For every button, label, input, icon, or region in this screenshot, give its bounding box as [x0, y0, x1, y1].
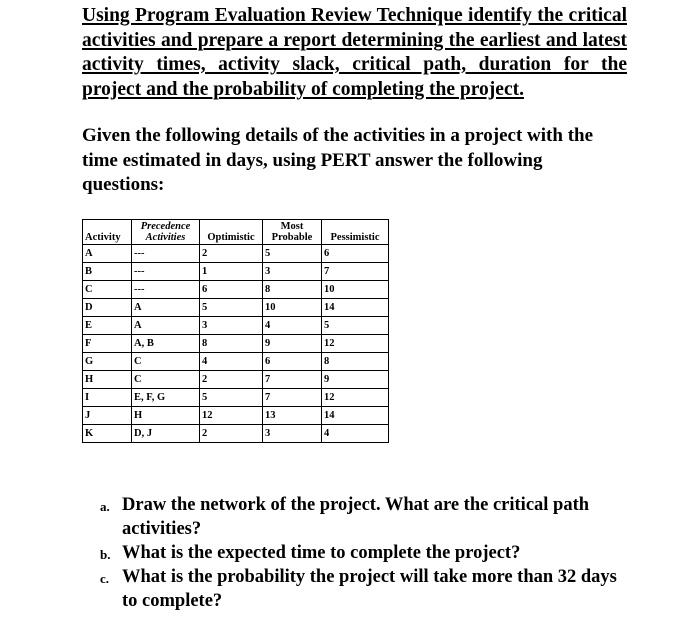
- table-row: [83, 425, 389, 443]
- cell-pessimistic: 12: [322, 335, 389, 353]
- cell-pessimistic: 14: [322, 299, 389, 317]
- cell-most-probable: 4: [263, 317, 322, 335]
- cell-optimistic: 2: [200, 425, 263, 443]
- cell-pessimistic: 7: [322, 263, 389, 281]
- question-item: [100, 565, 620, 613]
- table-row: [83, 389, 389, 407]
- cell-precedence: A: [132, 317, 200, 335]
- cell-most-probable: 6: [263, 353, 322, 371]
- question-marker: b.: [100, 547, 111, 562]
- col-header-precedence: Precedence Activities: [132, 220, 200, 245]
- table-header-row: [83, 220, 389, 245]
- cell-optimistic: 5: [200, 389, 263, 407]
- cell-most-probable: 5: [263, 245, 322, 263]
- cell-activity: I: [83, 389, 132, 407]
- table-row: [83, 299, 389, 317]
- table-row: [83, 281, 389, 299]
- cell-activity: B: [83, 263, 132, 281]
- cell-precedence: E, F, G: [132, 389, 200, 407]
- cell-activity: J: [83, 407, 132, 425]
- table-row: [83, 317, 389, 335]
- question-marker: c.: [100, 571, 110, 586]
- cell-most-probable: 9: [263, 335, 322, 353]
- activity-table: [82, 219, 389, 443]
- table-row: [83, 335, 389, 353]
- cell-precedence: ---: [132, 263, 200, 281]
- cell-optimistic: 3: [200, 317, 263, 335]
- cell-precedence: H: [132, 407, 200, 425]
- cell-activity: G: [83, 353, 132, 371]
- col-header-pessimistic: Pessimistic: [322, 220, 389, 245]
- cell-most-probable: 7: [263, 389, 322, 407]
- cell-precedence: A: [132, 299, 200, 317]
- col-header-optimistic: Optimistic: [200, 220, 263, 245]
- cell-most-probable: 3: [263, 263, 322, 281]
- cell-most-probable: 7: [263, 371, 322, 389]
- cell-precedence: D, J: [132, 425, 200, 443]
- cell-optimistic: 12: [200, 407, 263, 425]
- cell-optimistic: 8: [200, 335, 263, 353]
- cell-pessimistic: 12: [322, 389, 389, 407]
- question-text: What is the expected time to complete the project?: [122, 543, 521, 563]
- cell-activity: H: [83, 371, 132, 389]
- cell-pessimistic: 6: [322, 245, 389, 263]
- table-row: [83, 245, 389, 263]
- cell-optimistic: 5: [200, 299, 263, 317]
- cell-activity: E: [83, 317, 132, 335]
- assignment-heading: Using Program Evaluation Review Technique identify the critical activities and prepare a report determining the earliest and latest activity times, activity slack, critical path, duration for the project and the probability of completing the project.: [82, 5, 627, 100]
- question-marker: a.: [100, 499, 110, 514]
- cell-optimistic: 2: [200, 371, 263, 389]
- cell-pessimistic: 5: [322, 317, 389, 335]
- cell-pessimistic: 14: [322, 407, 389, 425]
- table-row: [83, 371, 389, 389]
- cell-optimistic: 6: [200, 281, 263, 299]
- cell-pessimistic: 8: [322, 353, 389, 371]
- intro-text: Given the following details of the activities in a project with the time estimated in days, using PERT answer the following questions:: [82, 125, 594, 195]
- cell-optimistic: 2: [200, 245, 263, 263]
- cell-activity: F: [83, 335, 132, 353]
- question-list: [100, 493, 620, 613]
- question-text: What is the probability the project will take more than 32 days to complete?: [122, 567, 617, 611]
- cell-pessimistic: 10: [322, 281, 389, 299]
- cell-pessimistic: 4: [322, 425, 389, 443]
- cell-most-probable: 8: [263, 281, 322, 299]
- cell-precedence: A, B: [132, 335, 200, 353]
- col-header-most-probable: Most Probable: [263, 220, 322, 245]
- cell-most-probable: 13: [263, 407, 322, 425]
- table-row: [83, 263, 389, 281]
- cell-activity: A: [83, 245, 132, 263]
- cell-activity: C: [83, 281, 132, 299]
- col-header-activity: Activity: [83, 220, 132, 245]
- question-text: Draw the network of the project. What are the critical path activities?: [122, 495, 590, 539]
- cell-precedence: C: [132, 371, 200, 389]
- cell-precedence: ---: [132, 281, 200, 299]
- cell-optimistic: 4: [200, 353, 263, 371]
- table-row: [83, 407, 389, 425]
- question-item: [100, 493, 620, 541]
- cell-activity: K: [83, 425, 132, 443]
- cell-pessimistic: 9: [322, 371, 389, 389]
- cell-optimistic: 1: [200, 263, 263, 281]
- cell-most-probable: 10: [263, 299, 322, 317]
- cell-most-probable: 3: [263, 425, 322, 443]
- question-item: [100, 541, 620, 565]
- cell-precedence: ---: [132, 245, 200, 263]
- cell-precedence: C: [132, 353, 200, 371]
- cell-activity: D: [83, 299, 132, 317]
- table-row: [83, 353, 389, 371]
